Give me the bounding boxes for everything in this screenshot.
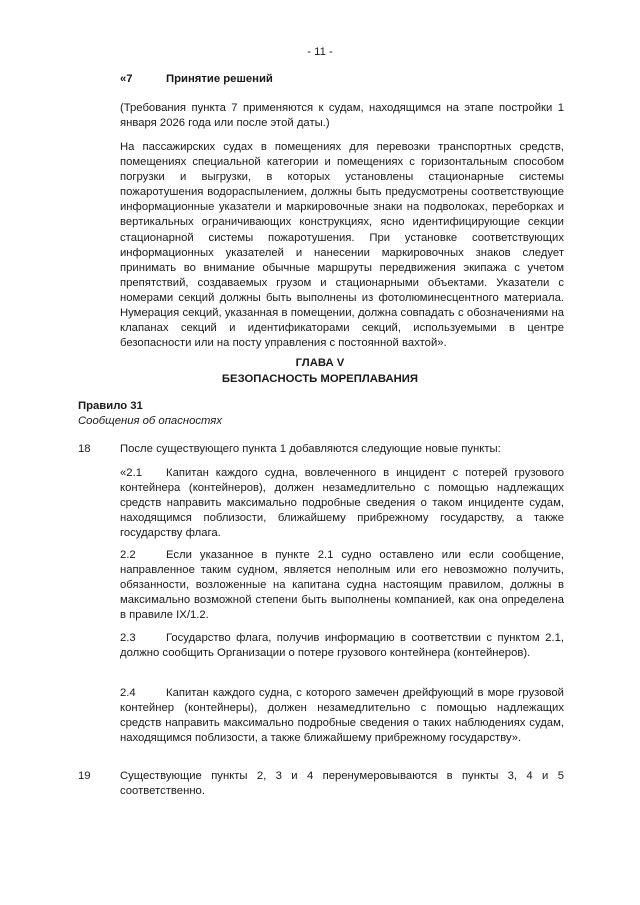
subparagraph-text: Если указанное в пункте 2.1 судно оставлено или если сообщение, направленное таким судном, является неполным или его невозможно получить, обязанности, возложенные на капитана судна настоящим правилом, должны в максимально возможной степени быть выполнены компанией, как она определена в правиле IX/1.2. — [120, 549, 564, 622]
page-number: - 11 - — [307, 46, 333, 58]
subparagraph-number: «2.1 — [120, 467, 142, 479]
item-number: 19 — [78, 770, 91, 782]
subparagraph-number: 2.2 — [120, 549, 136, 561]
section-number: «7 — [120, 73, 133, 85]
subparagraph-text: Капитан каждого судна, с которого замечен дрейфующий в море грузовой контейнер (контейнеры), должен незамедлительно с помощью надлежащих средств направить максимально подробные сведения о таких наблюдениях судам, находящимся поблизости, а также ближайшему прибрежному государству». — [120, 687, 564, 745]
section-heading — [120, 72, 273, 87]
item-text: После существующего пункта 1 добавляются следующие новые пункты: — [120, 443, 501, 455]
subparagraph — [120, 466, 564, 541]
chapter-title: БЕЗОПАСНОСТЬ МОРЕПЛАВАНИЯ — [221, 372, 419, 385]
chapter-heading — [0, 356, 640, 387]
rule-subtitle: Сообщения об опасностях — [78, 415, 222, 427]
item-text: Существующие пункты 2, 3 и 4 перенумеровываются в пункты 3, 4 и 5 соответственно. — [120, 770, 564, 798]
item-number: 18 — [78, 443, 91, 455]
chapter-label: ГЛАВА V — [295, 357, 345, 369]
amendment-item — [78, 442, 564, 457]
subparagraph — [120, 631, 564, 661]
subparagraph — [120, 548, 564, 623]
applicability-note: (Требования пункта 7 применяются к судам, находящимся на этапе постройки 1 января 2026 года или после этой даты.) — [120, 102, 564, 130]
subparagraph-text: Капитан каждого судна, вовлеченного в инцидент с потерей грузового контейнера (контейнеров), должен незамедлительно с помощью надлежащих средств направить максимально подробные сведения о таком инциденте судам, находящимся поблизости, ближайшему прибрежному государству, а также государству флага. — [120, 467, 564, 540]
subparagraph — [120, 686, 564, 746]
amendment-item — [78, 769, 564, 799]
section-title: Принятие решений — [166, 73, 273, 85]
subparagraph-number: 2.3 — [120, 632, 136, 644]
subparagraph-text: Государство флага, получив информацию в соответствии с пунктом 2.1, должно сообщить Организации о потере грузового контейнера (контейнеров). — [120, 632, 564, 660]
subparagraph-number: 2.4 — [120, 687, 136, 699]
rule-title: Правило 31 — [78, 400, 143, 412]
body-paragraph: На пассажирских судах в помещениях для перевозки транспортных средств, помещениях специальной категории и помещениях с горизонтальным способом погрузки и выгрузки, в которых установлены стационарные системы пожаротушения водораспылением, должны быть предусмотрены соответствующие информационные указатели и маркировочные знаки на подволоках, переборках и вертикальных ограничивающих конструкциях, ясно идентифицирующие секции стационарной системы пожаротушения. При установке соответствующих информационных указателей и нанесении маркировочных знаков следует принимать во внимание обычные маршруты передвижения экипажа с учетом препятствий, создаваемых грузом и стационарными объектами. Указатели с номерами секций должны быть выполнены из фотолюминесцентного материала. Нумерация секций, указанная в помещении, должна совпадать с обозначениями на клапанах секций и идентификаторами секций, используемыми в центре безопасности или на посту управления с постоянной вахтой». — [120, 141, 564, 350]
